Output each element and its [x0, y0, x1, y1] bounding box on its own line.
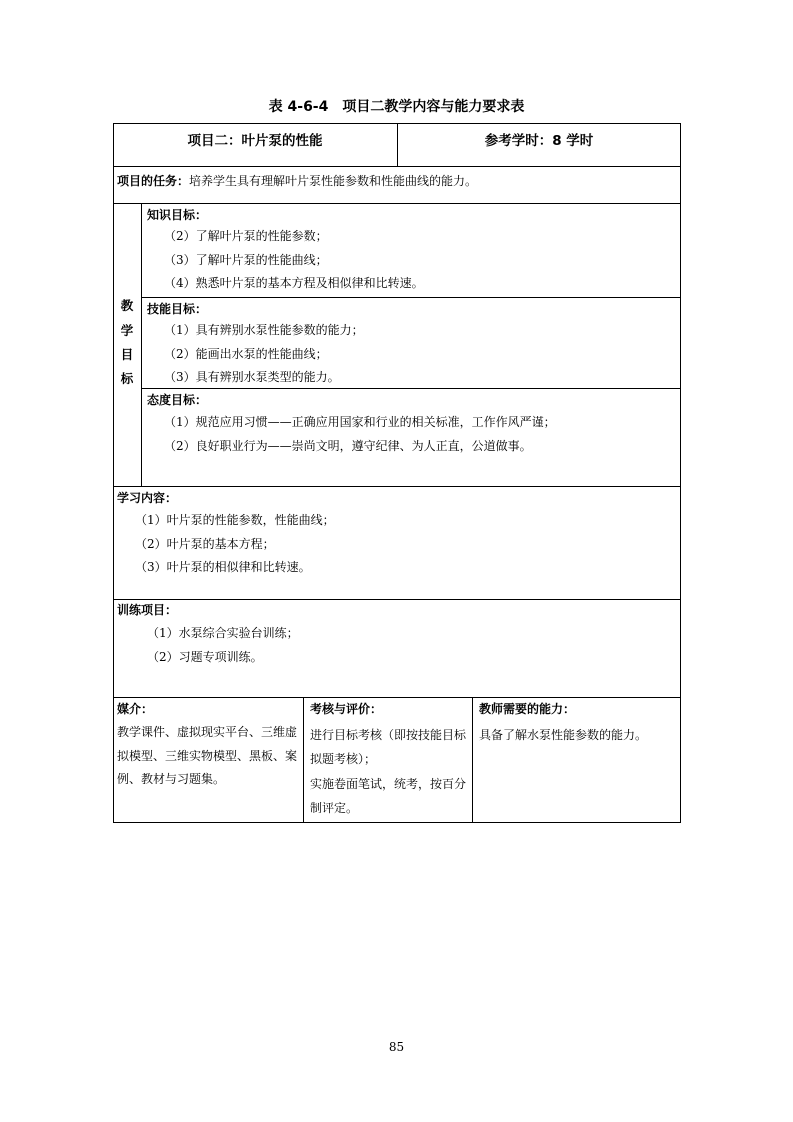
ability-line: 具备了解水泵性能参数的能力。 — [479, 728, 648, 742]
row-divider — [113, 166, 681, 167]
assessment-line: 实施卷面笔试，统考，按百分 — [310, 777, 467, 791]
table-title: 表 4-6-4 项目二教学内容与能力要求表 — [268, 99, 525, 115]
row-divider — [113, 697, 681, 698]
training-item: （1）水泵综合实验台训练； — [147, 626, 299, 640]
assessment-line: 制评定。 — [310, 801, 359, 815]
objectives-side-label-char: 目 — [120, 347, 134, 362]
col-divider — [472, 697, 473, 822]
attitude-label: 态度目标： — [147, 393, 208, 407]
assessment-line: 进行目标考核（即按技能目标 — [310, 728, 467, 742]
media-line: 拟模型、三维实物模型、黑板、案 — [117, 749, 298, 763]
content-label: 学习内容： — [117, 491, 178, 505]
media-line: 例、教材与习题集。 — [117, 772, 226, 786]
row-divider — [113, 599, 681, 600]
knowledge-item: （2）了解叶片泵的性能参数； — [164, 229, 328, 243]
objectives-side-label-char: 标 — [120, 371, 134, 386]
media-label: 媒介： — [117, 702, 154, 716]
table-border-bottom — [113, 822, 681, 823]
reference-hours: 参考学时：8 学时 — [484, 133, 594, 149]
skill-item: （2）能画出水泵的性能曲线； — [164, 347, 328, 361]
content-item: （3）叶片泵的相似律和比转速。 — [135, 560, 311, 574]
objectives-side-label-char: 教 — [120, 298, 134, 313]
content-item: （1）叶片泵的性能参数，性能曲线； — [135, 513, 335, 527]
table-border-right — [680, 123, 681, 823]
skill-item: （1）具有辨别水泵性能参数的能力； — [164, 323, 364, 337]
attitude-item: （2）良好职业行为——崇尚文明，遵守纪律、为人正直，公道做事。 — [164, 439, 532, 453]
project-name: 项目二：叶片泵的性能 — [187, 133, 323, 149]
knowledge-label: 知识目标： — [147, 208, 208, 222]
row-divider — [141, 297, 681, 298]
attitude-item: （1）规范应用习惯——正确应用国家和行业的相关标准，工作作风严谨； — [164, 415, 556, 429]
row-divider — [113, 486, 681, 487]
skill-item: （3）具有辨别水泵类型的能力。 — [164, 370, 340, 384]
col-divider — [141, 203, 142, 486]
objectives-side-label-char: 学 — [120, 323, 134, 338]
page-number: 85 — [388, 1040, 405, 1054]
task-row — [117, 170, 477, 193]
content-item: （2）叶片泵的基本方程； — [135, 537, 275, 551]
col-divider — [303, 697, 304, 822]
task-text: 培养学生具有理解叶片泵性能参数和性能曲线的能力。 — [189, 174, 478, 188]
knowledge-item: （3）了解叶片泵的性能曲线； — [164, 253, 328, 267]
training-label: 训练项目： — [117, 603, 178, 617]
assessment-line: 拟题考核）； — [310, 752, 377, 766]
media-line: 教学课件、虚拟现实平台、三维虚 — [117, 725, 298, 739]
row-divider — [141, 388, 681, 389]
table-border-left — [113, 123, 114, 823]
knowledge-item: （4）熟悉叶片泵的基本方程及相似律和比转速。 — [164, 276, 424, 290]
row-divider — [113, 203, 681, 204]
content-requirements-table — [113, 123, 681, 823]
task-label: 项目的任务： — [117, 174, 190, 188]
training-item: （2）习题专项训练。 — [147, 650, 263, 664]
ability-label: 教师需要的能力： — [479, 702, 576, 716]
assessment-label: 考核与评价： — [310, 702, 383, 716]
skill-label: 技能目标： — [147, 302, 208, 316]
